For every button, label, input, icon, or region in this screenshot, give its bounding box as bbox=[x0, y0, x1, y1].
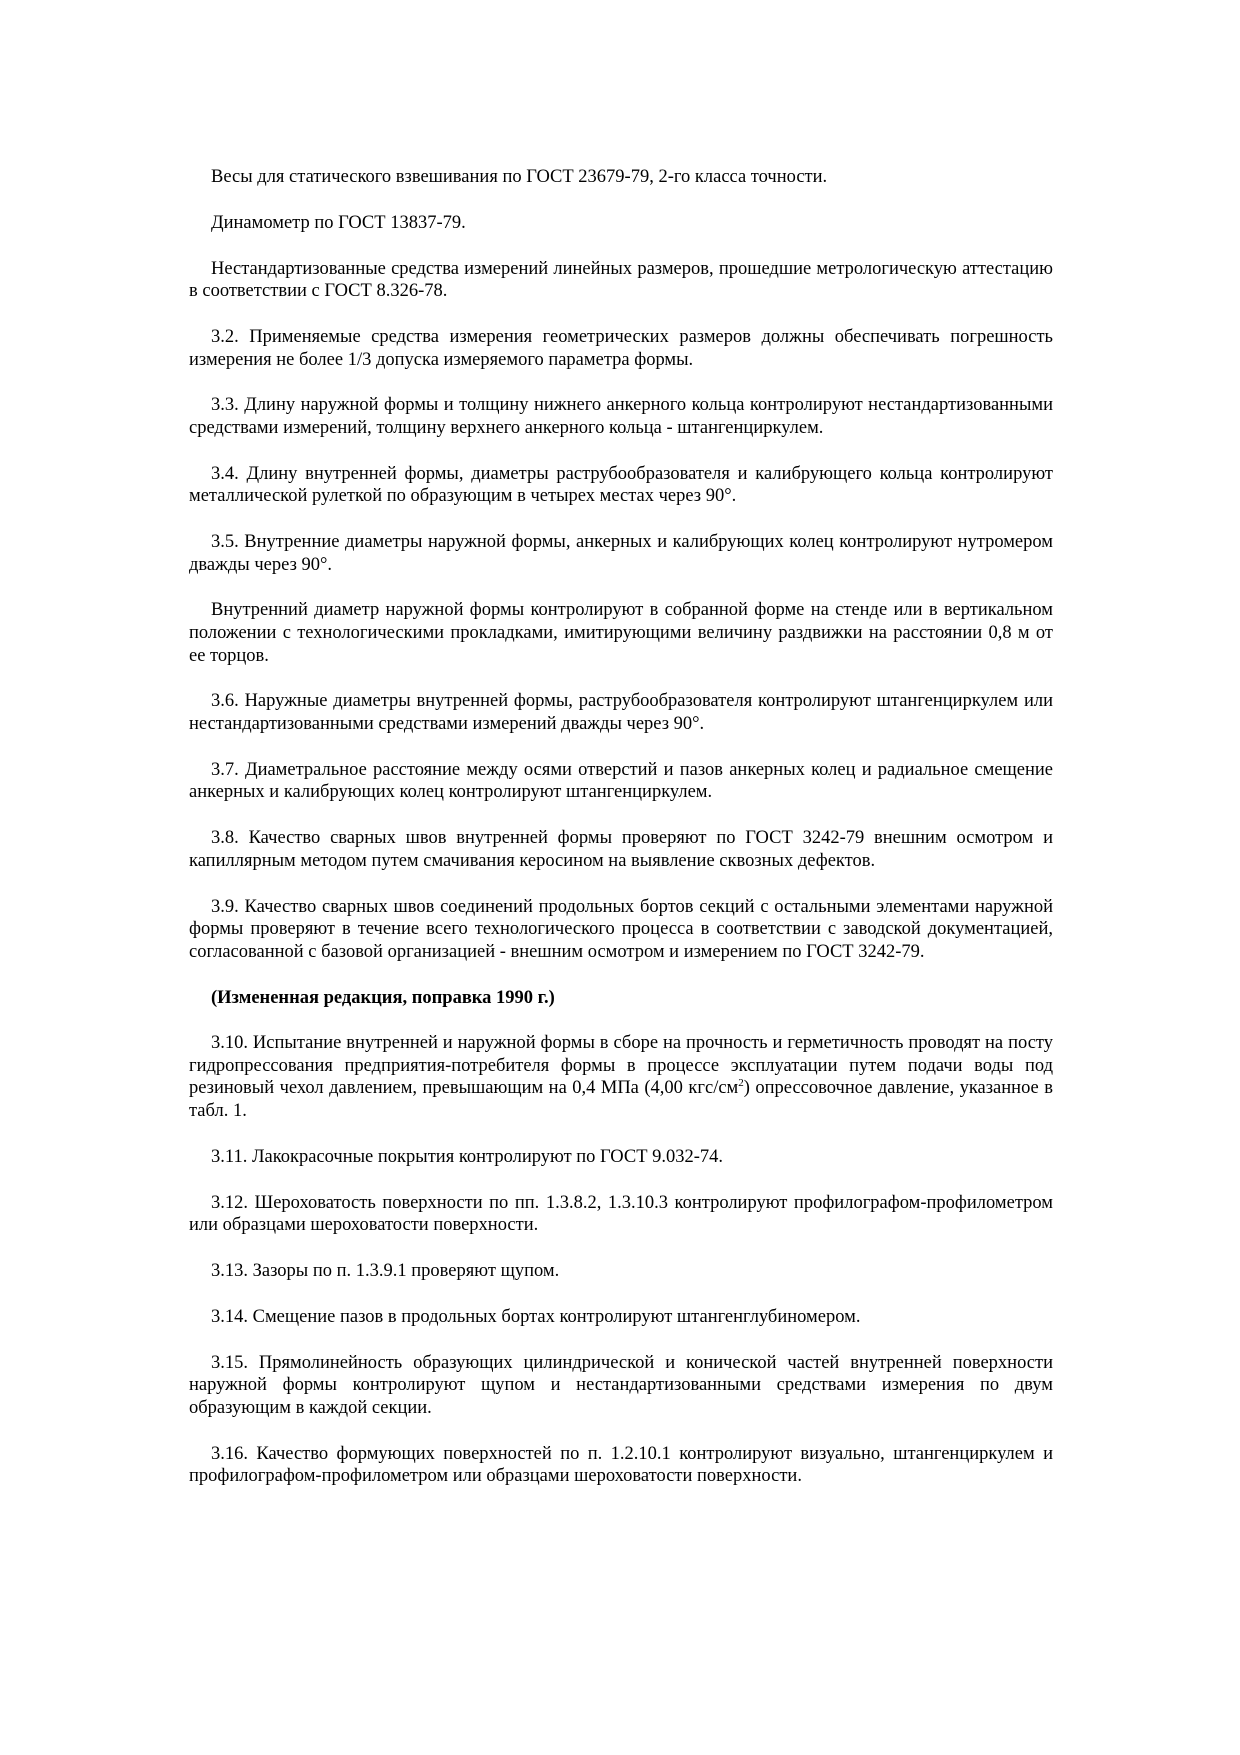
paragraph-3-10-text: 3.10. Испытание внутренней и наружной формы в сборе на прочность и герметичность проводят на посту гидропрессования предприятия-потребителя формы в процессе эксплуатации путем подачи воды под резиновый чехол давлением, превышающим на 0,4 МПа (4,00 кгс/см bbox=[189, 1033, 1053, 1099]
paragraph-nonstandard-instruments: Нестандартизованные средства измерений линейных размеров, прошедшие метрологическую аттестацию в соответствии с ГОСТ 8.326-78. bbox=[189, 258, 1053, 302]
superscript-2: 2 bbox=[738, 1077, 744, 1090]
paragraph-3-8: 3.8. Качество сварных швов внутренней формы проверяют по ГОСТ 3242-79 внешним осмотром и капиллярным методом путем смачивания керосином на выявление сквозных дефектов. bbox=[189, 828, 1053, 871]
paragraph-3-3: 3.3. Длину наружной формы и толщину нижнего анкерного кольца контролируют нестандартизованными средствами измерений, толщину верхнего анкерного кольца - штангенциркулем. bbox=[189, 395, 1053, 438]
paragraph-3-10 bbox=[189, 1032, 1053, 1122]
paragraph-3-16: 3.16. Качество формующих поверхностей по п. 1.2.10.1 контролируют визуально, штангенциркулем и профилографом-профилометром или образцами шероховатости поверхности. bbox=[189, 1443, 1053, 1487]
paragraph-3-11: 3.11. Лакокрасочные покрытия контролируют по ГОСТ 9.032-74. bbox=[211, 1146, 724, 1167]
paragraph-3-6: 3.6. Наружные диаметры внутренней формы, раструбообразователя контролируют штангенциркулем или нестандартизованными средствами измерений дважды через 90°. bbox=[189, 691, 1053, 734]
paragraph-3-5: 3.5. Внутренние диаметры наружной формы, анкерных и калибрующих колец контролируют нутромером дважды через 90°. bbox=[189, 532, 1053, 575]
paragraph-3-12: 3.12. Шероховатость поверхности по пп. 1.3.8.2, 1.3.10.3 контролируют профилографом-профилометром или образцами шероховатости поверхности. bbox=[189, 1192, 1053, 1236]
paragraph-inner-diameter: Внутренний диаметр наружной формы контролируют в собранной форме на стенде или в вертикальном положении с технологическими прокладками, имитирующими величину раздвижки на расстоянии 0,8 м от ее торцов. bbox=[189, 600, 1053, 666]
amendment-note: (Измененная редакция, поправка 1990 г.) bbox=[211, 987, 555, 1008]
paragraph-3-10-text-end: ) опрессовочное давление, указанное в табл. 1. bbox=[189, 1078, 1053, 1122]
document-page bbox=[189, 166, 1053, 1511]
paragraph-3-9: 3.9. Качество сварных швов соединений продольных бортов секций с остальными элементами наружной формы проверяют в течение всего технологического процесса в соответствии с заводской документацией, согласованной с базовой организацией - внешним осмотром и измерением по ГОСТ 3242-79. bbox=[189, 896, 1053, 962]
paragraph-3-14: 3.14. Смещение пазов в продольных бортах контролируют штангенглубиномером. bbox=[211, 1306, 861, 1327]
paragraph-3-13: 3.13. Зазоры по п. 1.3.9.1 проверяют щупом. bbox=[211, 1261, 560, 1281]
paragraph-scales: Весы для статического взвешивания по ГОСТ 23679-79, 2-го класса точности. bbox=[211, 167, 828, 187]
paragraph-3-7: 3.7. Диаметральное расстояние между осями отверстий и пазов анкерных колец и радиальное смещение анкерных и калибрующих колец контролируют штангенциркулем. bbox=[189, 759, 1053, 803]
paragraph-dynamometer: Динамометр по ГОСТ 13837-79. bbox=[211, 212, 466, 233]
paragraph-3-15: 3.15. Прямолинейность образующих цилиндрической и конической частей внутренней поверхности наружной формы контролируют щупом и нестандартизованными средствами измерения по двум образующим в каждой секции. bbox=[189, 1352, 1053, 1418]
paragraph-3-2: 3.2. Применяемые средства измерения геометрических размеров должны обеспечивать погрешность измерения не более 1/3 допуска измеряемого параметра формы. bbox=[189, 326, 1053, 370]
paragraph-3-4: 3.4. Длину внутренней формы, диаметры раструбообразователя и калибрующего кольца контролируют металлической рулеткой по образующим в четырех местах через 90°. bbox=[189, 463, 1053, 507]
